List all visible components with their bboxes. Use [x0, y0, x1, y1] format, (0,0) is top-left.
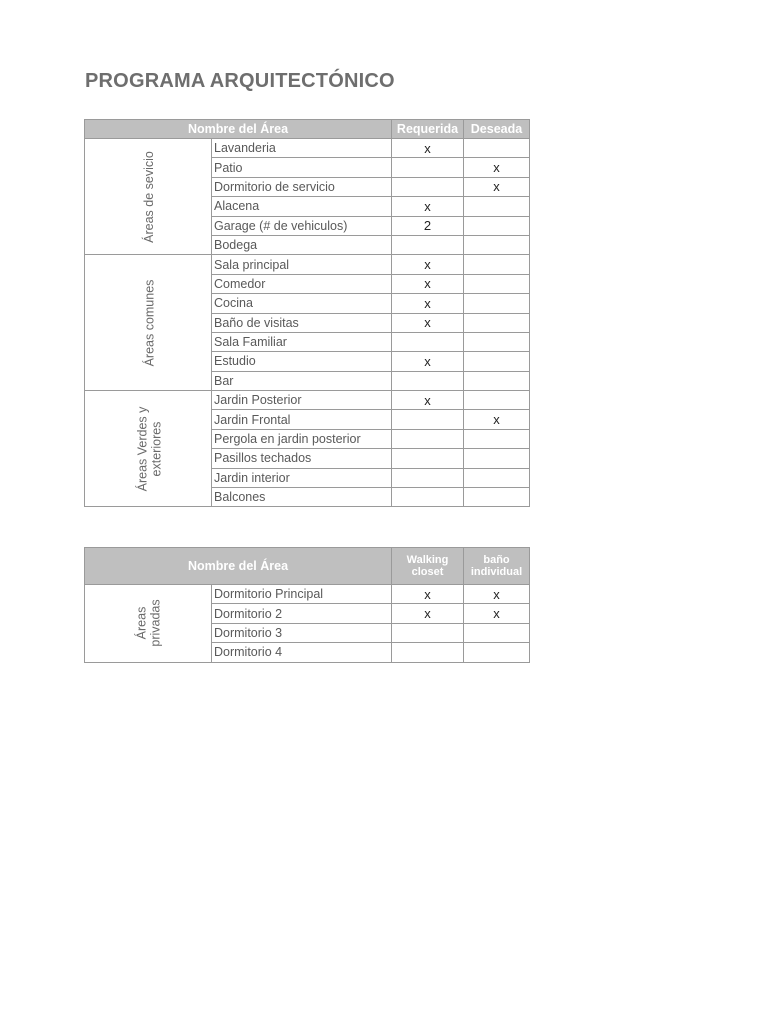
group-label-cell	[85, 255, 212, 391]
second-option-cell	[464, 294, 530, 313]
area-name-cell: Alacena	[212, 197, 392, 216]
header-desired: Deseada	[464, 120, 530, 139]
first-option-cell	[392, 332, 464, 351]
table-row	[85, 139, 530, 158]
first-option-cell: x	[392, 313, 464, 332]
area-name-cell: Jardin interior	[212, 468, 392, 487]
second-option-cell	[464, 274, 530, 293]
header-walking-closet	[392, 548, 464, 585]
second-option-cell	[464, 429, 530, 448]
area-name-cell: Dormitorio 4	[212, 643, 392, 662]
group-label-cell	[85, 391, 212, 507]
page-title: PROGRAMA ARQUITECTÓNICO	[85, 70, 395, 92]
first-option-cell	[392, 468, 464, 487]
program-table-private	[84, 547, 530, 663]
group-label	[135, 406, 163, 491]
header-area-name: Nombre del Área	[85, 120, 392, 139]
table-row	[85, 585, 530, 604]
second-option-cell: x	[464, 585, 530, 604]
first-option-cell	[392, 177, 464, 196]
area-name-cell: Comedor	[212, 274, 392, 293]
second-option-cell	[464, 391, 530, 410]
second-option-cell: x	[464, 604, 530, 623]
second-option-cell	[464, 643, 530, 662]
area-name-cell: Sala Familiar	[212, 332, 392, 351]
header-required: Requerida	[392, 120, 464, 139]
group-label-line: Áreas Verdes y	[134, 406, 149, 492]
group-label: Áreas comunes	[141, 279, 156, 367]
group-label-line: exteriores	[148, 421, 163, 477]
area-name-cell: Bodega	[212, 235, 392, 254]
area-name-cell: Bar	[212, 371, 392, 390]
header-walking-closet-line-2: closet	[411, 566, 444, 578]
first-option-cell	[392, 235, 464, 254]
header-private-bath	[464, 548, 530, 585]
first-option-cell: x	[392, 255, 464, 274]
area-name-cell: Balcones	[212, 488, 392, 507]
first-option-cell: x	[392, 197, 464, 216]
area-name-cell: Pergola en jardin posterior	[212, 429, 392, 448]
first-option-cell: x	[392, 352, 464, 371]
first-option-cell: x	[392, 139, 464, 158]
header-walking-closet-line-1: Walking	[406, 554, 449, 566]
second-option-cell: x	[464, 410, 530, 429]
area-name-cell: Patio	[212, 158, 392, 177]
second-option-cell	[464, 488, 530, 507]
first-option-cell	[392, 643, 464, 662]
area-name-cell: Dormitorio 3	[212, 623, 392, 642]
area-name-cell: Sala principal	[212, 255, 392, 274]
group-label	[135, 600, 163, 647]
area-name-cell: Baño de visitas	[212, 313, 392, 332]
table-header-row	[85, 120, 530, 139]
header-private-bath-line-2: individual	[470, 566, 523, 578]
program-table-main	[84, 119, 530, 507]
second-option-cell	[464, 468, 530, 487]
second-option-cell	[464, 623, 530, 642]
first-option-cell	[392, 449, 464, 468]
area-name-cell: Lavanderia	[212, 139, 392, 158]
first-option-cell: 2	[392, 216, 464, 235]
header-private-bath-line-1: baño	[483, 554, 510, 566]
second-option-cell	[464, 216, 530, 235]
area-name-cell: Estudio	[212, 352, 392, 371]
first-option-cell: x	[392, 274, 464, 293]
second-option-cell	[464, 197, 530, 216]
area-name-cell: Dormitorio 2	[212, 604, 392, 623]
second-option-cell	[464, 371, 530, 390]
second-option-cell: x	[464, 177, 530, 196]
group-label-cell	[85, 139, 212, 255]
first-option-cell	[392, 429, 464, 448]
area-name-cell: Dormitorio de servicio	[212, 177, 392, 196]
area-name-cell: Jardin Frontal	[212, 410, 392, 429]
second-option-cell: x	[464, 158, 530, 177]
first-option-cell: x	[392, 604, 464, 623]
first-option-cell	[392, 158, 464, 177]
first-option-cell	[392, 410, 464, 429]
first-option-cell: x	[392, 391, 464, 410]
group-label-line: privadas	[149, 599, 163, 647]
table-row	[85, 391, 530, 410]
second-option-cell	[464, 313, 530, 332]
first-option-cell	[392, 488, 464, 507]
first-option-cell: x	[392, 294, 464, 313]
area-name-cell: Garage (# de vehiculos)	[212, 216, 392, 235]
second-option-cell	[464, 352, 530, 371]
group-label-cell	[85, 585, 212, 663]
group-label-line: Áreas	[135, 606, 149, 640]
second-option-cell	[464, 235, 530, 254]
first-option-cell	[392, 623, 464, 642]
area-name-cell: Jardin Posterior	[212, 391, 392, 410]
table-row	[85, 255, 530, 274]
area-name-cell: Pasillos techados	[212, 449, 392, 468]
second-option-cell	[464, 255, 530, 274]
first-option-cell	[392, 371, 464, 390]
header-area-name: Nombre del Área	[85, 548, 392, 585]
area-name-cell: Cocina	[212, 294, 392, 313]
second-option-cell	[464, 449, 530, 468]
area-name-cell: Dormitorio Principal	[212, 585, 392, 604]
table-header-row	[85, 548, 530, 585]
second-option-cell	[464, 332, 530, 351]
group-label: Áreas de sevicio	[142, 150, 156, 243]
first-option-cell: x	[392, 585, 464, 604]
second-option-cell	[464, 139, 530, 158]
